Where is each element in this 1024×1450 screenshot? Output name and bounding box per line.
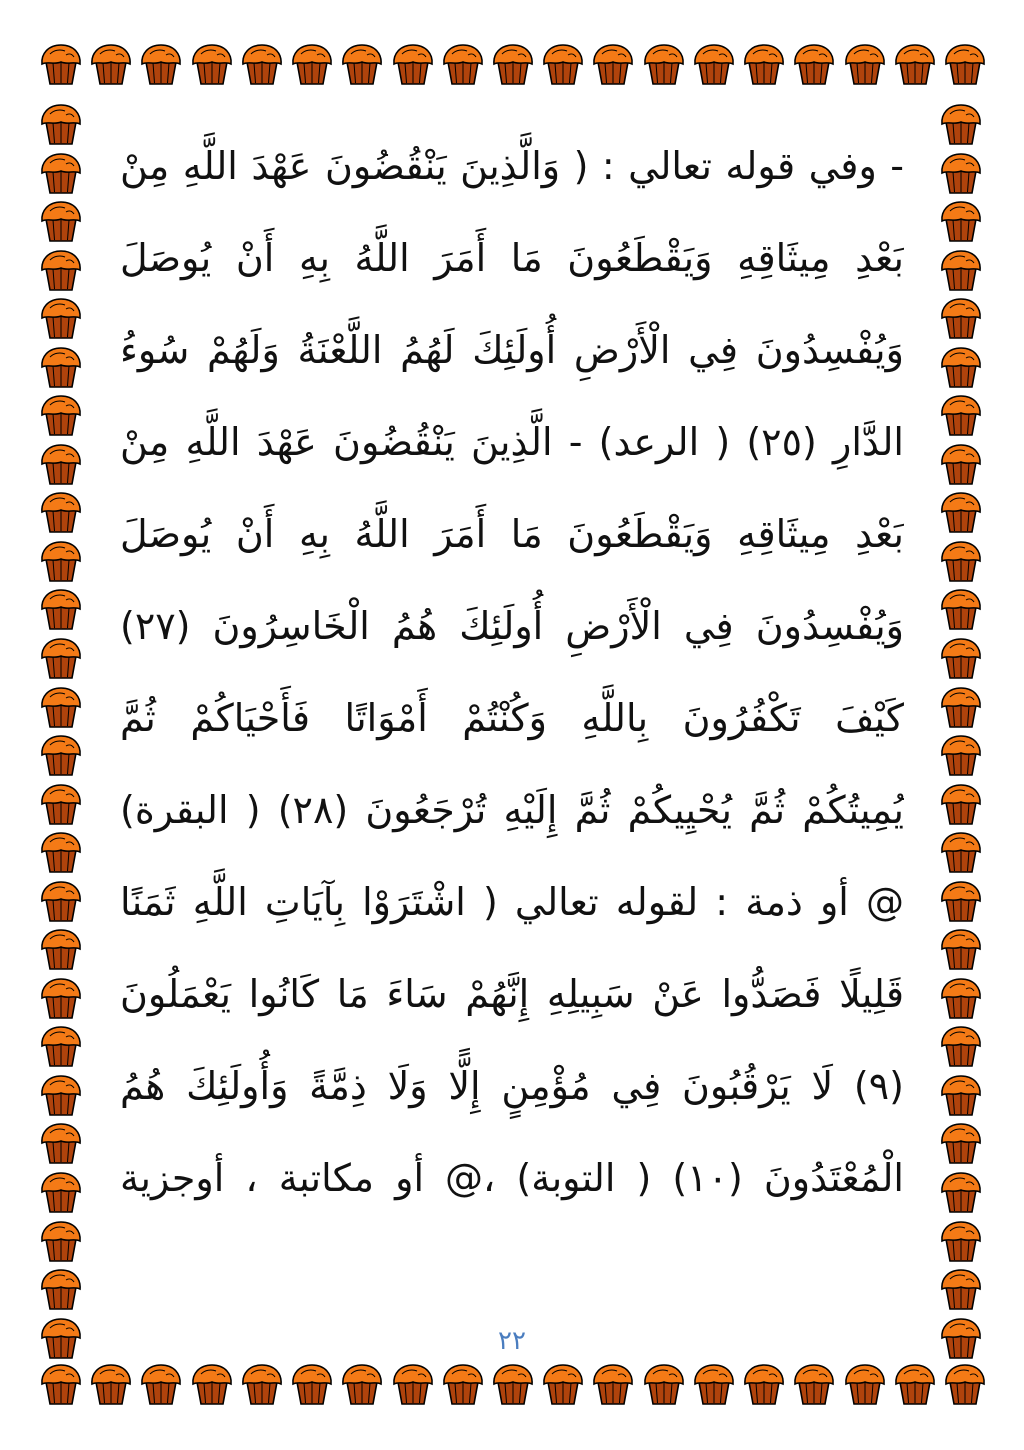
muffin-icon	[38, 1119, 88, 1165]
muffin-icon	[942, 1360, 988, 1420]
muffin-icon	[590, 40, 636, 100]
muffin-icon	[239, 1360, 285, 1420]
muffin-icon	[741, 1360, 787, 1420]
muffin-icon	[938, 828, 988, 874]
muffin-icon	[892, 40, 938, 100]
muffin-icon	[38, 149, 88, 195]
muffin-icon	[289, 40, 335, 100]
text-line: بَعْدِ مِيثَاقِهِ وَيَقْطَعُونَ مَا أَمَرَ اللَّهُ بِهِ أَنْ يُوصَلَ	[120, 236, 904, 280]
muffin-icon	[590, 1360, 636, 1420]
muffin-icon	[38, 391, 88, 437]
muffin-icon	[938, 585, 988, 631]
text-line: (٩) لَا يَرْقُبُونَ فِي مُؤْمِنٍ إِلًّا وَلَا ذِمَّةً وَأُولَئِكَ هُمُ	[120, 1064, 904, 1108]
muffin-icon	[938, 780, 988, 826]
muffin-icon	[938, 391, 988, 437]
muffin-icon	[938, 1022, 988, 1068]
decorative-border-top	[38, 40, 988, 100]
muffin-icon	[440, 40, 486, 100]
muffin-icon	[88, 1360, 134, 1420]
muffin-icon	[938, 731, 988, 777]
muffin-icon	[938, 1217, 988, 1263]
muffin-icon	[490, 40, 536, 100]
muffin-icon	[938, 1168, 988, 1214]
muffin-icon	[189, 40, 235, 100]
muffin-icon	[339, 1360, 385, 1420]
muffin-icon	[38, 40, 84, 100]
muffin-icon	[339, 40, 385, 100]
text-line: الدَّارِ (٢٥) ( الرعد) - الَّذِينَ يَنْقُضُونَ عَهْدَ اللَّهِ مِنْ	[120, 420, 904, 464]
text-line: وَيُفْسِدُونَ فِي الْأَرْضِ أُولَئِكَ لَهُمُ اللَّعْنَةُ وَلَهُمْ سُوءُ	[120, 328, 904, 372]
muffin-icon	[38, 925, 88, 971]
muffin-icon	[38, 246, 88, 292]
muffin-icon	[390, 40, 436, 100]
muffin-icon	[189, 1360, 235, 1420]
muffin-icon	[938, 634, 988, 680]
muffin-icon	[38, 1022, 88, 1068]
muffin-icon	[490, 1360, 536, 1420]
muffin-icon	[88, 40, 134, 100]
muffin-icon	[38, 1168, 88, 1214]
muffin-icon	[791, 40, 837, 100]
muffin-icon	[38, 488, 88, 534]
muffin-icon	[938, 488, 988, 534]
muffin-icon	[938, 1071, 988, 1117]
muffin-icon	[938, 343, 988, 389]
page-number: ٢٢	[498, 1326, 526, 1356]
muffin-icon	[38, 683, 88, 729]
muffin-icon	[938, 877, 988, 923]
text-line: يُمِيتُكُمْ ثُمَّ يُحْيِيكُمْ ثُمَّ إِلَيْهِ تُرْجَعُونَ (٢٨) ( البقرة)	[120, 788, 904, 832]
muffin-icon	[791, 1360, 837, 1420]
text-line: وَيُفْسِدُونَ فِي الْأَرْضِ أُولَئِكَ هُمُ الْخَاسِرُونَ (٢٧)	[120, 604, 904, 648]
muffin-icon	[938, 440, 988, 486]
muffin-icon	[38, 828, 88, 874]
text-line: @ أو ذمة : لقوله تعالي ( اشْتَرَوْا بِآيَاتِ اللَّهِ ثَمَنًا	[120, 880, 904, 924]
muffin-icon	[842, 40, 888, 100]
muffin-icon	[38, 1071, 88, 1117]
muffin-icon	[842, 1360, 888, 1420]
muffin-icon	[938, 100, 988, 146]
muffin-icon	[938, 197, 988, 243]
muffin-icon	[641, 40, 687, 100]
muffin-icon	[38, 780, 88, 826]
text-line: كَيْفَ تَكْفُرُونَ بِاللَّهِ وَكُنْتُمْ أَمْوَاتًا فَأَحْيَاكُمْ ثُمَّ	[120, 696, 904, 740]
muffin-icon	[38, 731, 88, 777]
muffin-icon	[741, 40, 787, 100]
muffin-icon	[38, 343, 88, 389]
muffin-icon	[38, 1265, 88, 1311]
decorative-border-bottom	[38, 1360, 988, 1420]
muffin-icon	[239, 40, 285, 100]
muffin-icon	[691, 40, 737, 100]
text-line: الْمُعْتَدُونَ (١٠) ( التوبة) ،@ أو مكاتبة ، أوجزية	[120, 1156, 904, 1200]
document-body	[120, 120, 904, 1340]
muffin-icon	[691, 1360, 737, 1420]
muffin-icon	[540, 1360, 586, 1420]
muffin-icon	[38, 634, 88, 680]
muffin-icon	[38, 585, 88, 631]
decorative-border-left	[38, 100, 88, 1360]
muffin-icon	[938, 294, 988, 340]
muffin-icon	[38, 197, 88, 243]
muffin-icon	[138, 40, 184, 100]
muffin-icon	[390, 1360, 436, 1420]
muffin-icon	[38, 440, 88, 486]
decorative-border-right	[938, 100, 988, 1360]
muffin-icon	[938, 974, 988, 1020]
muffin-icon	[938, 1119, 988, 1165]
muffin-icon	[938, 925, 988, 971]
muffin-icon	[892, 1360, 938, 1420]
muffin-icon	[38, 877, 88, 923]
muffin-icon	[38, 100, 88, 146]
muffin-icon	[289, 1360, 335, 1420]
muffin-icon	[38, 974, 88, 1020]
muffin-icon	[938, 537, 988, 583]
muffin-icon	[138, 1360, 184, 1420]
muffin-icon	[38, 1360, 84, 1420]
muffin-icon	[938, 246, 988, 292]
muffin-icon	[641, 1360, 687, 1420]
muffin-icon	[938, 1265, 988, 1311]
text-line: - وفي قوله تعالي : ( وَالَّذِينَ يَنْقُضُونَ عَهْدَ اللَّهِ مِنْ	[120, 144, 904, 188]
muffin-icon	[440, 1360, 486, 1420]
muffin-icon	[38, 1217, 88, 1263]
muffin-icon	[38, 294, 88, 340]
muffin-icon	[938, 683, 988, 729]
text-line: قَلِيلًا فَصَدُّوا عَنْ سَبِيلِهِ إِنَّهُمْ سَاءَ مَا كَانُوا يَعْمَلُونَ	[120, 972, 904, 1016]
muffin-icon	[942, 40, 988, 100]
muffin-icon	[540, 40, 586, 100]
muffin-icon	[38, 537, 88, 583]
muffin-icon	[938, 149, 988, 195]
text-line: بَعْدِ مِيثَاقِهِ وَيَقْطَعُونَ مَا أَمَرَ اللَّهُ بِهِ أَنْ يُوصَلَ	[120, 512, 904, 556]
